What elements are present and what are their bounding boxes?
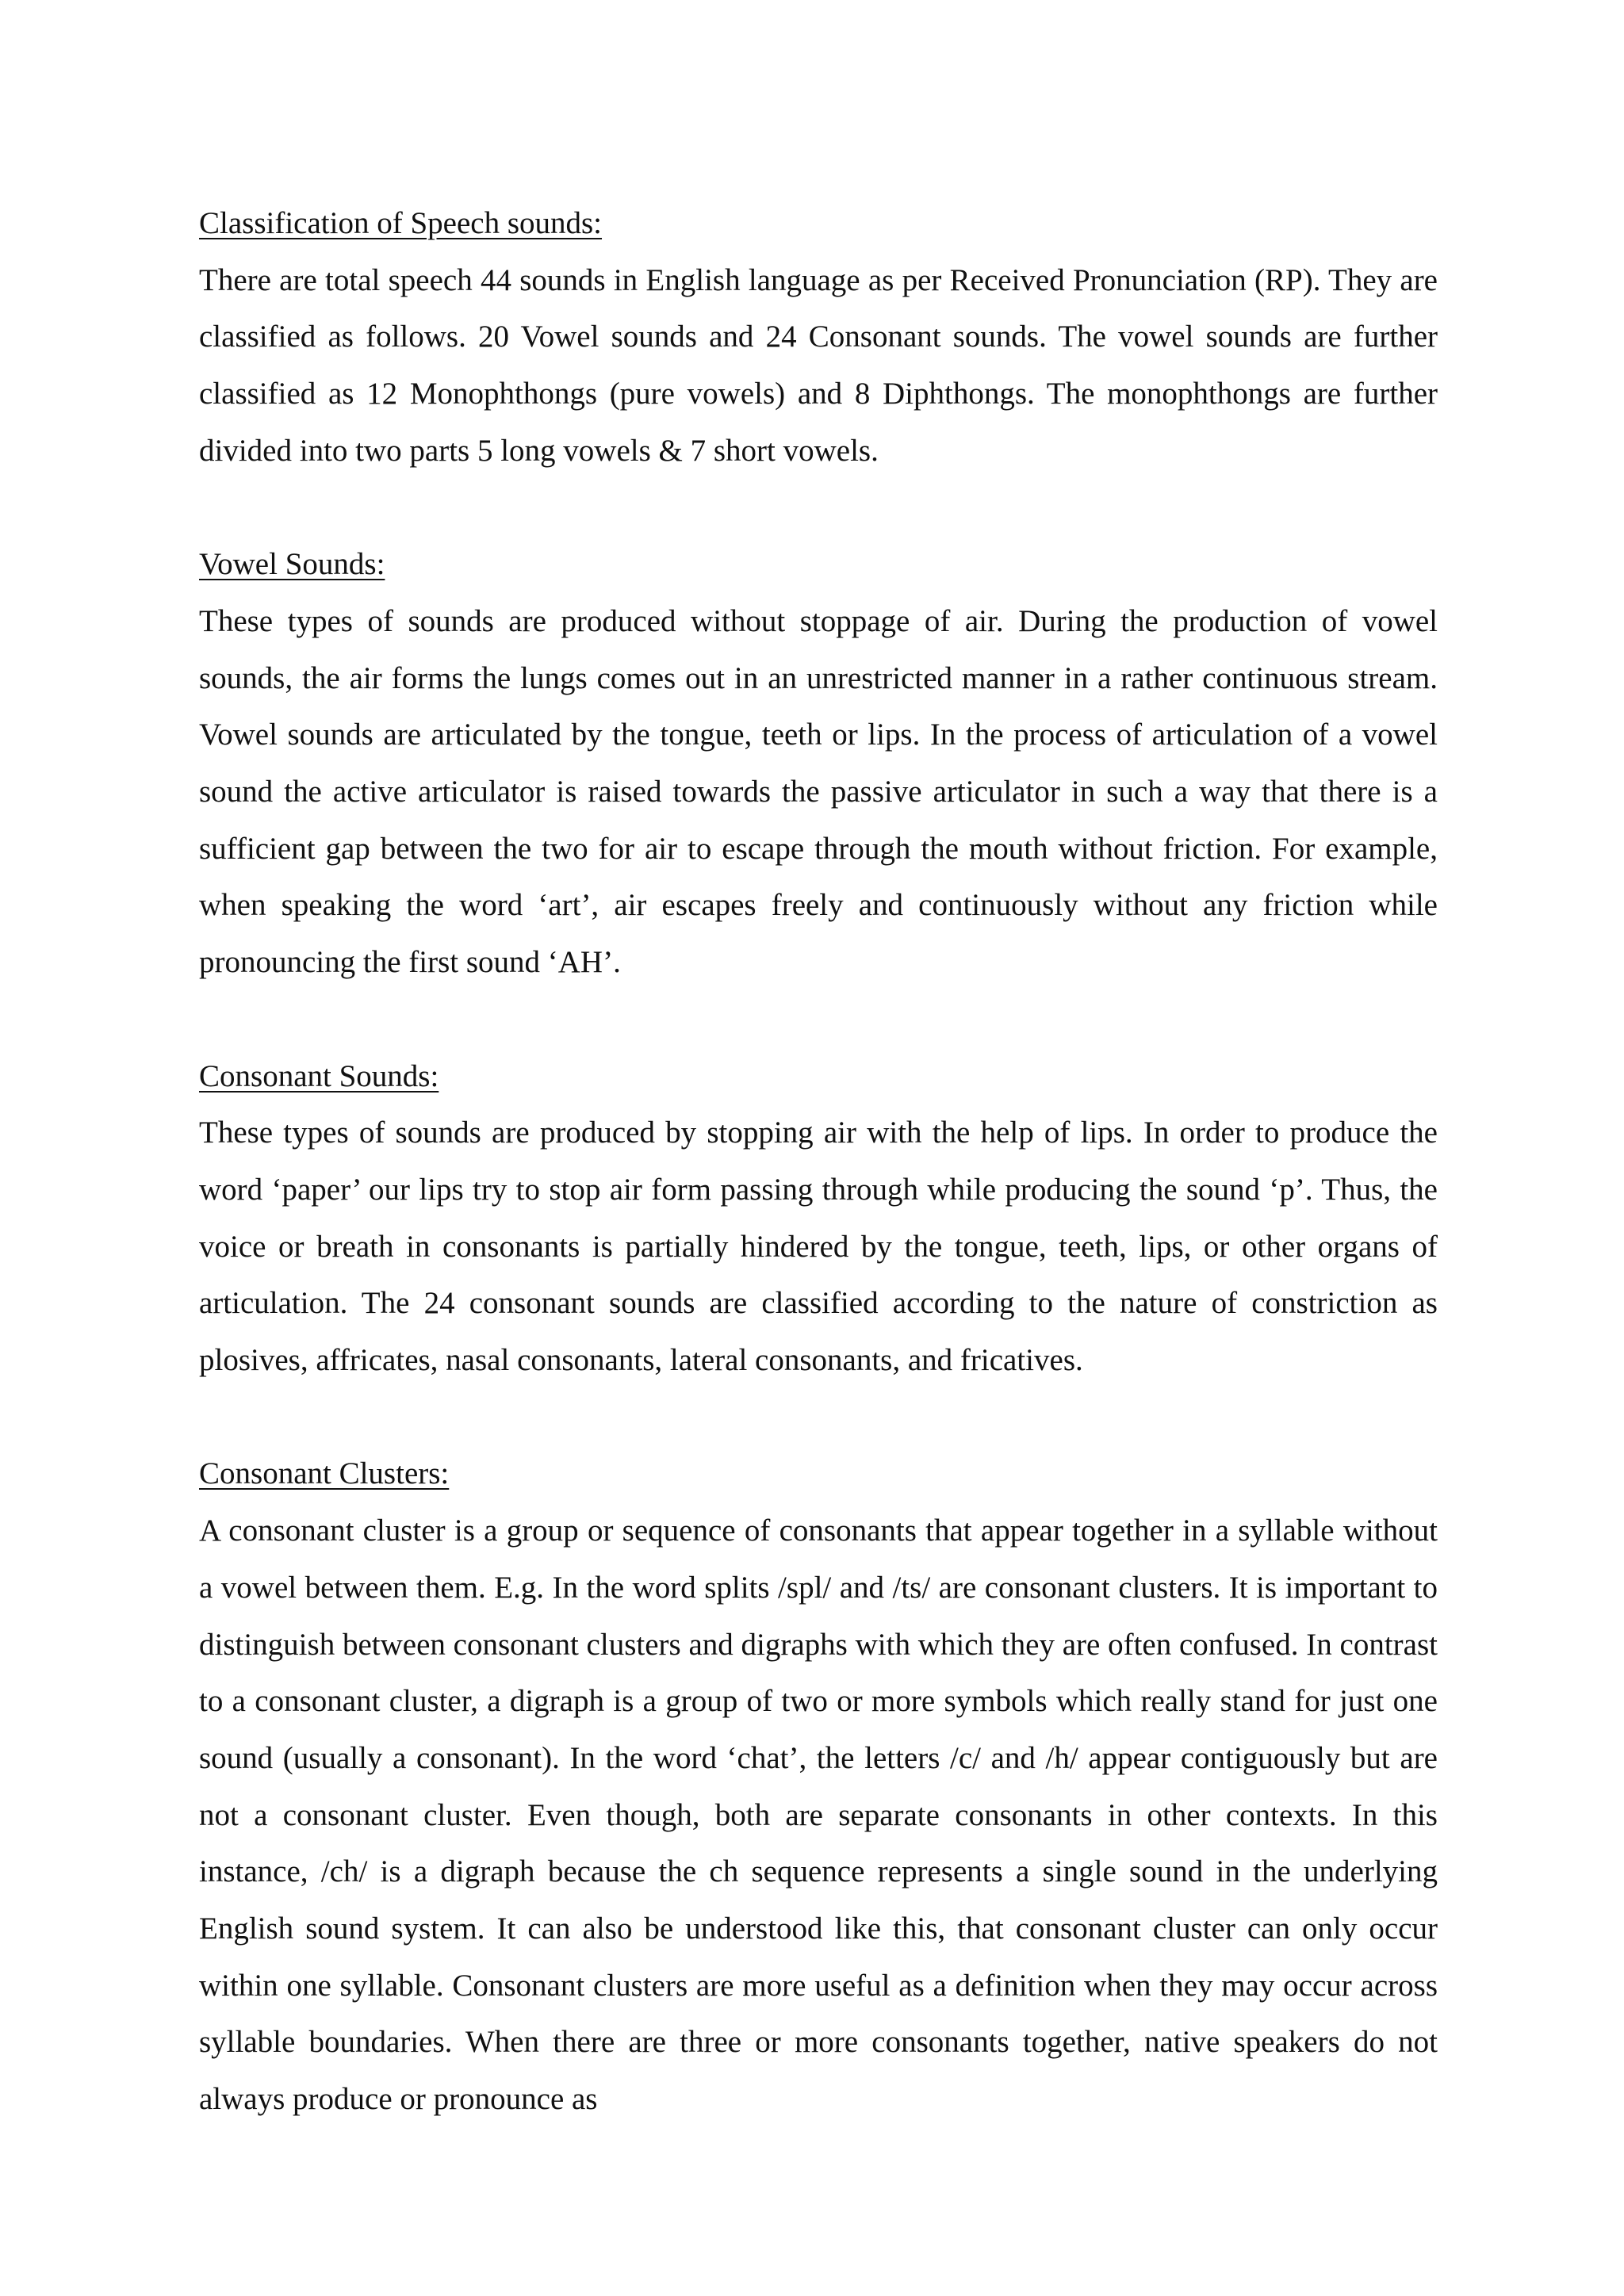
section-paragraph: These types of sounds are produced by stopping air with the help of lips. In order to produce the word ‘paper’ our lips try to stop air form passing through while producing the sound ‘p’. Thus, the voice or breath in consonants is partially hindered by the tongue, teeth, lips, or other organs of articulation. The 24 consonant sounds are classified according to the nature of constriction as plosives, affricates, nasal consonants, lateral consonants, and fricatives. [199,1115,1438,1378]
section-heading: Consonant Sounds: [199,1058,439,1093]
section-heading: Vowel Sounds: [199,547,385,582]
section-paragraph: These types of sounds are produced without stoppage of air. During the production of vowel sounds, the air forms the lungs comes out in an unrestricted manner in a rather continuous stream. Vowel sounds are articulated by the tongue, teeth or lips. In the process of articulation of a vowel sound the active articulator is raised towards the passive articulator in such a way that there is a sufficient gap between the two for air to escape through the mouth without friction. For example, when speaking the word ‘art’, air escapes freely and continuously without any friction while pronouncing the first sound ‘AH’. [199,603,1438,980]
section-consonant-clusters [199,1445,1438,2127]
section-consonant-sounds [199,1048,1438,1389]
section-paragraph: There are total speech 44 sounds in English language as per Received Pronunciation (RP). They are classified as follows. 20 Vowel sounds and 24 Consonant sounds. The vowel sounds are further classified as 12 Monophthongs (pure vowels) and 8 Diphthongs. The monophthongs are further divided into two parts 5 long vowels & 7 short vowels. [199,262,1438,468]
document-body [199,195,1438,2185]
section-paragraph: A consonant cluster is a group or sequence of consonants that appear together in a syllable without a vowel between them. E.g. In the word splits /spl/ and /ts/ are consonant clusters. It is important to distinguish between consonant clusters and digraphs with which they are often confused. In contrast to a consonant cluster, a digraph is a group of two or more symbols which really stand for just one sound (usually a consonant). In the word ‘chat’, the letters /c/ and /h/ appear contiguously but are not a consonant cluster. Even though, both are separate consonants in other contexts. In this instance, /ch/ is a digraph because the ch sequence represents a single sound in the underlying English sound system. It can also be understood like this, that consonant cluster can only occur within one syllable. Consonant clusters are more useful as a definition when they may occur across syllable boundaries. When there are three or more consonants together, native speakers do not always produce or pronounce as [199,1513,1438,2117]
section-classification [199,195,1438,480]
section-heading: Classification of Speech sounds: [199,206,603,240]
section-heading: Consonant Clusters: [199,1456,450,1491]
section-vowel-sounds [199,536,1438,991]
